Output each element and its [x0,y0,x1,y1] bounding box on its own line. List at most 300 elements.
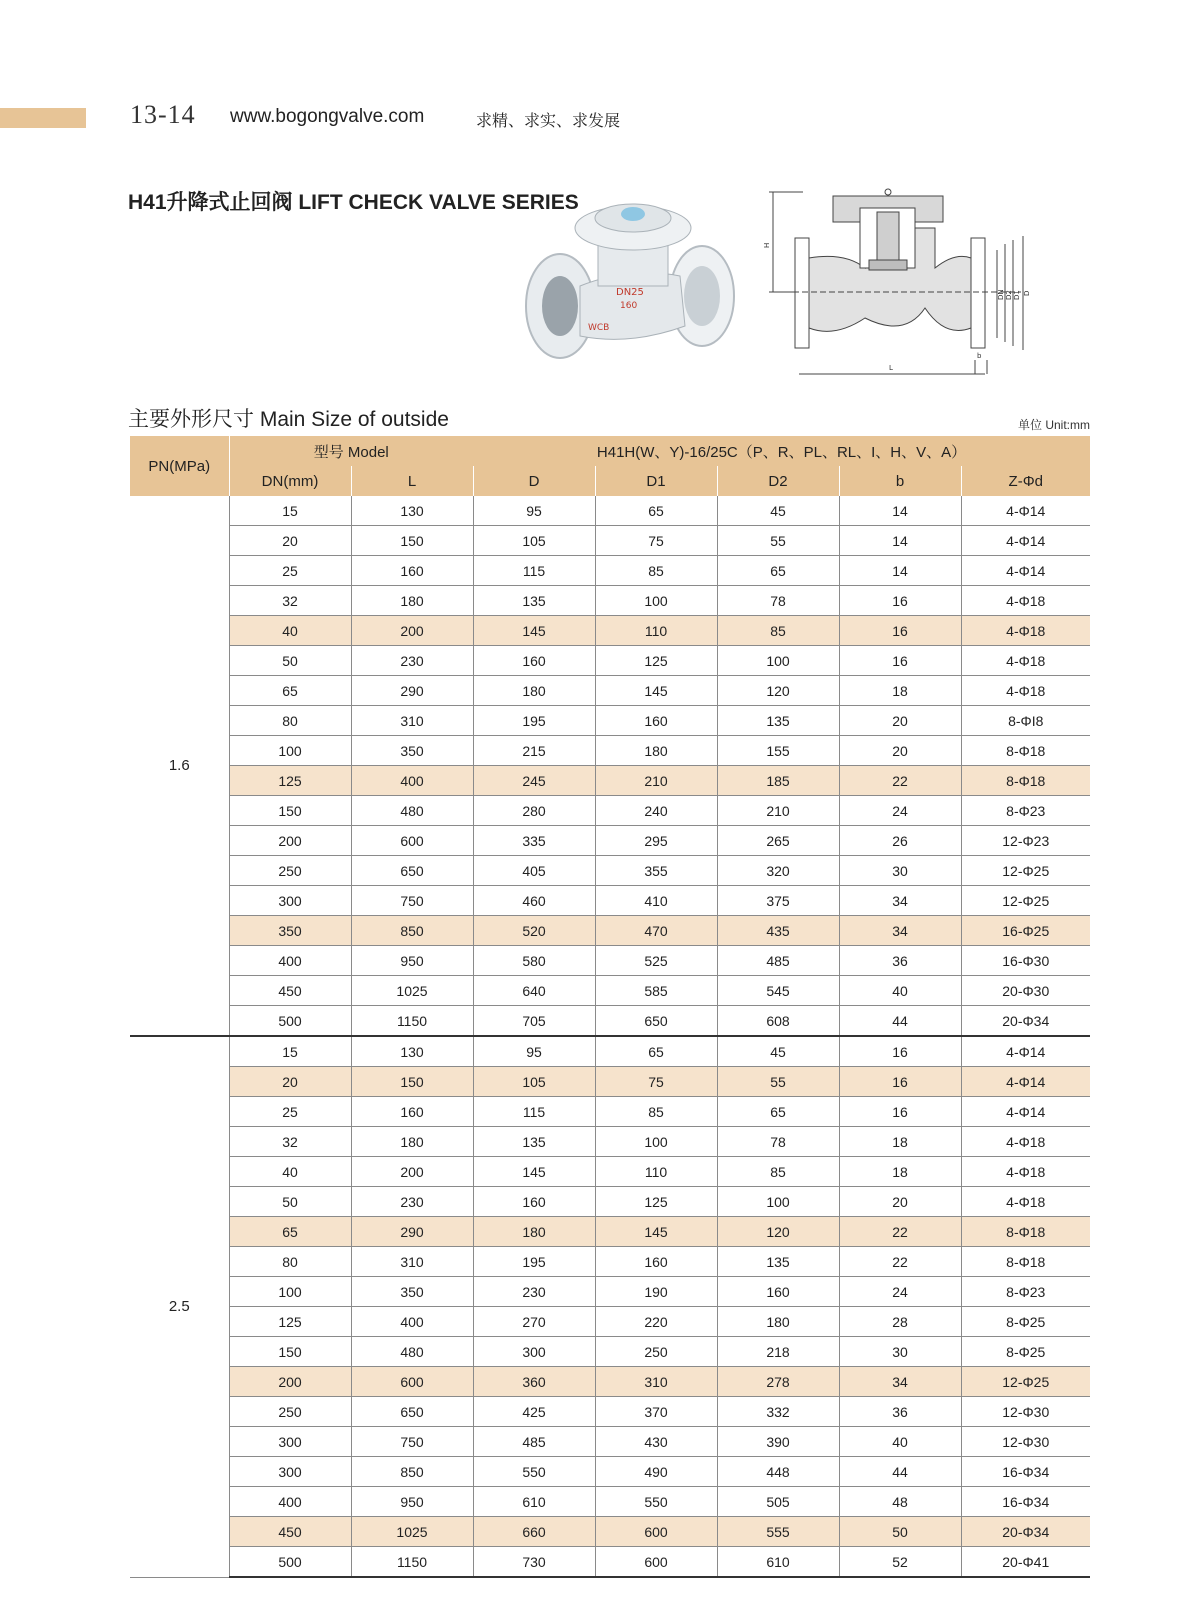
table-row [130,886,1090,916]
unit-label: 单位 Unit:mm [1017,418,1090,432]
table-cell: 150 [351,526,473,556]
table-row [130,856,1090,886]
table-cell: 200 [351,616,473,646]
table-cell: 75 [595,1067,717,1097]
table-cell: 200 [229,826,351,856]
table-cell: 8-ΦI8 [961,706,1090,736]
table-cell: 360 [473,1367,595,1397]
table-cell: 16 [839,646,961,676]
table-row [130,1157,1090,1187]
table-cell: 195 [473,706,595,736]
table-cell: 265 [717,826,839,856]
table-cell: 180 [351,586,473,616]
table-cell: 16 [839,586,961,616]
table-cell: 4-Φ18 [961,676,1090,706]
table-cell: 355 [595,856,717,886]
table-cell: 850 [351,1457,473,1487]
table-cell: 400 [351,766,473,796]
table-cell: 160 [473,1187,595,1217]
table-cell: 1025 [351,976,473,1006]
table-cell: 150 [229,1337,351,1367]
dim-label-d2: D2 [1005,290,1013,300]
table-cell: 230 [473,1277,595,1307]
table-row [130,1187,1090,1217]
table-cell: 4-Φ14 [961,1036,1090,1067]
table-cell: 16-Φ34 [961,1457,1090,1487]
table-cell: 115 [473,1097,595,1127]
table-cell: 610 [473,1487,595,1517]
table-cell: 34 [839,886,961,916]
table-cell: 500 [229,1006,351,1037]
table-cell: 4-Φ14 [961,556,1090,586]
table-cell: 20 [839,736,961,766]
website-url: www.bogongvalve.com [230,106,425,127]
table-cell: 550 [595,1487,717,1517]
slogan: 求精、求实、求发展 [476,113,621,130]
table-cell: 95 [473,1036,595,1067]
table-cell: 20-Φ41 [961,1547,1090,1578]
table-cell: 470 [595,916,717,946]
table-cell: 310 [351,1247,473,1277]
table-cell: 160 [351,556,473,586]
table-cell: 32 [229,1127,351,1157]
table-cell: 450 [229,1517,351,1547]
table-cell: 22 [839,766,961,796]
table-cell: 12-Φ30 [961,1397,1090,1427]
table-cell: 40 [229,616,351,646]
table-cell: 75 [595,526,717,556]
column-header: D [473,466,595,496]
table-cell: 65 [229,676,351,706]
table-cell: 120 [717,1217,839,1247]
table-cell: 110 [595,1157,717,1187]
table-cell: 52 [839,1547,961,1578]
table-cell: 85 [595,1097,717,1127]
table-cell: 400 [351,1307,473,1337]
table-cell: 650 [595,1006,717,1037]
table-row [130,1367,1090,1397]
table-row [130,1397,1090,1427]
table-cell: 660 [473,1517,595,1547]
table-cell: 280 [473,796,595,826]
table-cell: 215 [473,736,595,766]
table-cell: 230 [351,1187,473,1217]
table-cell: 4-Φ18 [961,1127,1090,1157]
table-cell: 50 [839,1517,961,1547]
table-cell: 180 [717,1307,839,1337]
table-cell: 130 [351,1036,473,1067]
table-row [130,1487,1090,1517]
table-cell: 145 [473,1157,595,1187]
table-cell: 36 [839,1397,961,1427]
table-cell: 125 [595,1187,717,1217]
table-cell: 22 [839,1247,961,1277]
table-cell: 135 [473,1127,595,1157]
table-cell: 425 [473,1397,595,1427]
table-cell: 4-Φ14 [961,1067,1090,1097]
table-cell: 460 [473,886,595,916]
table-cell: 585 [595,976,717,1006]
table-cell: 20 [229,1067,351,1097]
table-cell: 250 [229,1397,351,1427]
table-cell: 448 [717,1457,839,1487]
table-cell: 20-Φ34 [961,1006,1090,1037]
table-cell: 20 [229,526,351,556]
table-cell: 135 [717,1247,839,1277]
column-header: D2 [717,466,839,496]
model-value: H41H(W、Y)-16/25C（P、R、PL、RL、I、H、V、A） [473,436,1090,466]
table-cell: 220 [595,1307,717,1337]
table-cell: 505 [717,1487,839,1517]
table-cell: 40 [839,1427,961,1457]
table-row [130,1517,1090,1547]
table-cell: 375 [717,886,839,916]
table-cell: 600 [595,1517,717,1547]
column-header: L [351,466,473,496]
table-cell: 50 [229,1187,351,1217]
table-cell: 44 [839,1006,961,1037]
table-cell: 16 [839,1097,961,1127]
table-cell: 40 [229,1157,351,1187]
page-tab-marker [0,108,86,128]
table-cell: 750 [351,886,473,916]
table-cell: 14 [839,526,961,556]
table-cell: 12-Φ25 [961,886,1090,916]
valve-section-drawing [765,188,1047,390]
table-cell: 32 [229,586,351,616]
table-cell: 16 [839,616,961,646]
table-cell: 1025 [351,1517,473,1547]
table-row [130,526,1090,556]
table-cell: 278 [717,1367,839,1397]
table-cell: 15 [229,1036,351,1067]
table-cell: 34 [839,916,961,946]
table-cell: 350 [351,1277,473,1307]
table-cell: 85 [717,616,839,646]
table-cell: 20-Φ34 [961,1517,1090,1547]
table-cell: 30 [839,856,961,886]
table-cell: 950 [351,1487,473,1517]
svg-text:WCB: WCB [588,323,610,333]
table-cell: 4-Φ14 [961,526,1090,556]
table-cell: 180 [473,1217,595,1247]
table-cell: 150 [351,1067,473,1097]
model-label: 型号 Model [229,436,473,466]
table-cell: 290 [351,1217,473,1247]
product-title: H41升降式止回阀 LIFT CHECK VALVE SERIES [128,191,579,214]
dim-label-dn: DN [997,289,1005,300]
table-cell: 18 [839,1127,961,1157]
table-cell: 160 [595,706,717,736]
table-cell: 100 [595,1127,717,1157]
table-cell: 45 [717,1036,839,1067]
table-cell: 218 [717,1337,839,1367]
table-cell: 300 [229,1457,351,1487]
table-row [130,1547,1090,1578]
table-cell: 160 [351,1097,473,1127]
table-cell: 65 [595,496,717,526]
table-cell: 350 [351,736,473,766]
pn-value: 1.6 [130,496,229,1036]
table-cell: 105 [473,1067,595,1097]
table-cell: 245 [473,766,595,796]
table-cell: 190 [595,1277,717,1307]
table-cell: 110 [595,616,717,646]
table-cell: 100 [595,586,717,616]
table-row [130,796,1090,826]
table-cell: 400 [229,1487,351,1517]
column-header: b [839,466,961,496]
table-cell: 250 [229,856,351,886]
dim-label-h: H [763,242,771,248]
table-cell: 4-Φ14 [961,1097,1090,1127]
table-row [130,496,1090,526]
table-cell: 155 [717,736,839,766]
table-cell: 4-Φ18 [961,616,1090,646]
table-cell: 15 [229,496,351,526]
table-row [130,946,1090,976]
table-cell: 335 [473,826,595,856]
table-row [130,1036,1090,1067]
table-cell: 36 [839,946,961,976]
table-cell: 12-Φ25 [961,856,1090,886]
svg-text:160: 160 [620,301,638,311]
table-cell: 135 [473,586,595,616]
table-cell: 18 [839,676,961,706]
table-row [130,1097,1090,1127]
table-row [130,556,1090,586]
table-cell: 430 [595,1427,717,1457]
table-cell: 950 [351,946,473,976]
table-cell: 850 [351,916,473,946]
table-cell: 125 [229,766,351,796]
column-header: Z-Φd [961,466,1090,496]
table-cell: 300 [229,886,351,916]
table-row [130,826,1090,856]
table-cell: 14 [839,496,961,526]
table-cell: 24 [839,796,961,826]
table-cell: 525 [595,946,717,976]
table-row [130,1067,1090,1097]
table-row [130,1337,1090,1367]
table-cell: 608 [717,1006,839,1037]
table-row [130,1127,1090,1157]
table-cell: 200 [229,1367,351,1397]
table-cell: 78 [717,586,839,616]
table-cell: 240 [595,796,717,826]
pn-value: 2.5 [130,1036,229,1577]
table-cell: 580 [473,946,595,976]
table-cell: 125 [595,646,717,676]
table-row [130,736,1090,766]
table-cell: 4-Φ18 [961,646,1090,676]
table-cell: 45 [717,496,839,526]
table-cell: 4-Φ18 [961,1157,1090,1187]
table-cell: 115 [473,556,595,586]
table-cell: 300 [473,1337,595,1367]
table-row [130,766,1090,796]
table-row [130,616,1090,646]
table-cell: 22 [839,1217,961,1247]
table-cell: 290 [351,676,473,706]
table-cell: 350 [229,916,351,946]
table-row [130,1217,1090,1247]
table-cell: 4-Φ18 [961,1187,1090,1217]
table-cell: 650 [351,856,473,886]
table-cell: 12-Φ30 [961,1427,1090,1457]
table-cell: 180 [473,676,595,706]
table-cell: 555 [717,1517,839,1547]
table-cell: 8-Φ23 [961,1277,1090,1307]
table-cell: 500 [229,1547,351,1578]
table-cell: 405 [473,856,595,886]
table-cell: 55 [717,526,839,556]
table-cell: 8-Φ18 [961,766,1090,796]
table-cell: 600 [351,826,473,856]
table-cell: 80 [229,706,351,736]
table-cell: 410 [595,886,717,916]
table-cell: 8-Φ18 [961,736,1090,766]
table-cell: 435 [717,916,839,946]
table-cell: 310 [595,1367,717,1397]
table-cell: 300 [229,1427,351,1457]
dim-label-d1: D1 [1013,290,1021,300]
table-row [130,1006,1090,1037]
table-cell: 520 [473,916,595,946]
table-cell: 8-Φ18 [961,1217,1090,1247]
table-cell: 210 [595,766,717,796]
table-cell: 20 [839,706,961,736]
table-cell: 34 [839,1367,961,1397]
table-cell: 18 [839,1157,961,1187]
table-cell: 390 [717,1427,839,1457]
table-cell: 26 [839,826,961,856]
table-cell: 4-Φ14 [961,496,1090,526]
table-cell: 485 [473,1427,595,1457]
table-cell: 180 [595,736,717,766]
table-cell: 65 [717,556,839,586]
table-cell: 44 [839,1457,961,1487]
table-cell: 16-Φ34 [961,1487,1090,1517]
table-cell: 310 [351,706,473,736]
valve-photo [520,196,738,392]
table-cell: 160 [717,1277,839,1307]
table-cell: 270 [473,1307,595,1337]
table-row [130,1277,1090,1307]
table-row [130,976,1090,1006]
table-cell: 100 [229,1277,351,1307]
table-cell: 200 [351,1157,473,1187]
table-cell: 185 [717,766,839,796]
table-cell: 28 [839,1307,961,1337]
table-cell: 610 [717,1547,839,1578]
table-cell: 120 [717,676,839,706]
svg-text:DN25: DN25 [616,287,644,298]
section-title: 主要外形尺寸 Main Size of outside [128,408,449,431]
table-row [130,916,1090,946]
table-cell: 65 [595,1036,717,1067]
table-cell: 100 [717,1187,839,1217]
table-cell: 65 [229,1217,351,1247]
table-cell: 135 [717,706,839,736]
table-cell: 25 [229,556,351,586]
table-cell: 12-Φ25 [961,1367,1090,1397]
table-row [130,676,1090,706]
table-row [130,706,1090,736]
table-cell: 400 [229,946,351,976]
table-cell: 85 [595,556,717,586]
table-cell: 25 [229,1097,351,1127]
table-cell: 8-Φ23 [961,796,1090,826]
table-cell: 250 [595,1337,717,1367]
table-cell: 480 [351,796,473,826]
table-cell: 16-Φ30 [961,946,1090,976]
pn-header: PN(MPa) [130,436,229,496]
dimension-table [130,436,1090,1578]
table-cell: 230 [351,646,473,676]
table-cell: 130 [351,496,473,526]
table-cell: 40 [839,976,961,1006]
table-cell: 100 [229,736,351,766]
table-row [130,646,1090,676]
table-cell: 95 [473,496,595,526]
dim-label-l: L [889,364,893,372]
table-cell: 1150 [351,1006,473,1037]
table-row [130,1247,1090,1277]
table-cell: 48 [839,1487,961,1517]
table-cell: 490 [595,1457,717,1487]
table-cell: 24 [839,1277,961,1307]
table-cell: 480 [351,1337,473,1367]
table-cell: 450 [229,976,351,1006]
table-row [130,586,1090,616]
table-cell: 105 [473,526,595,556]
table-cell: 85 [717,1157,839,1187]
table-cell: 600 [351,1367,473,1397]
table-cell: 150 [229,796,351,826]
table-cell: 20-Φ30 [961,976,1090,1006]
table-cell: 8-Φ25 [961,1337,1090,1367]
table-cell: 16 [839,1036,961,1067]
table-cell: 370 [595,1397,717,1427]
table-cell: 485 [717,946,839,976]
table-cell: 320 [717,856,839,886]
table-cell: 195 [473,1247,595,1277]
table-cell: 55 [717,1067,839,1097]
table-cell: 20 [839,1187,961,1217]
table-cell: 210 [717,796,839,826]
table-row [130,1427,1090,1457]
table-cell: 550 [473,1457,595,1487]
table-cell: 705 [473,1006,595,1037]
page-number: 13-14 [130,100,196,129]
table-cell: 16 [839,1067,961,1097]
table-cell: 100 [717,646,839,676]
table-cell: 30 [839,1337,961,1367]
table-cell: 145 [595,676,717,706]
table-cell: 8-Φ18 [961,1247,1090,1277]
table-cell: 650 [351,1397,473,1427]
table-cell: 78 [717,1127,839,1157]
table-row [130,1307,1090,1337]
table-cell: 640 [473,976,595,1006]
table-cell: 50 [229,646,351,676]
table-cell: 145 [595,1217,717,1247]
table-cell: 65 [717,1097,839,1127]
table-cell: 1150 [351,1547,473,1578]
table-cell: 125 [229,1307,351,1337]
table-cell: 145 [473,616,595,646]
